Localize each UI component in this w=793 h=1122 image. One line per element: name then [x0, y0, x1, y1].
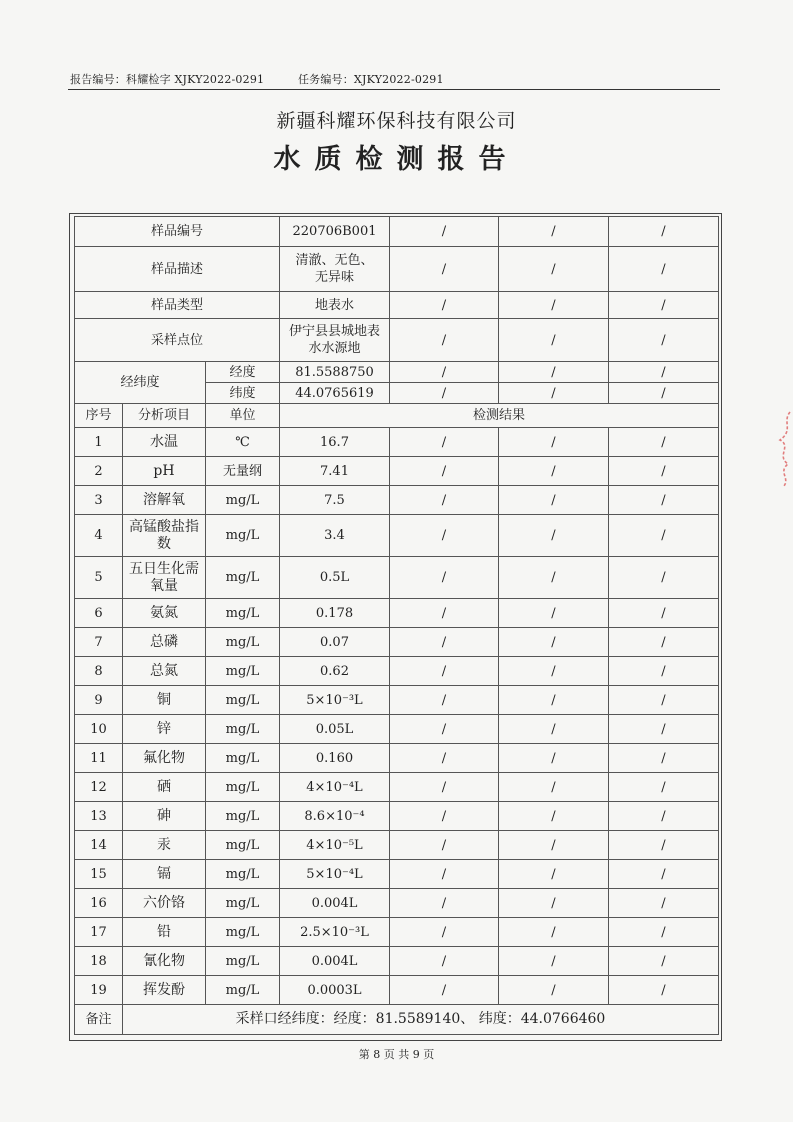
- row-value: /: [390, 860, 499, 889]
- row-unit: mg/L: [206, 515, 280, 557]
- row-seq: 19: [75, 976, 123, 1005]
- row-unit: ℃: [206, 428, 280, 457]
- row-item: 铜: [123, 686, 206, 715]
- report-number: 报告编号：科耀检字 XJKY2022-0291: [70, 73, 265, 86]
- sample-type-row: [75, 292, 719, 319]
- row-value: 0.004L: [280, 947, 390, 976]
- row-value: /: [390, 457, 499, 486]
- row-unit: mg/L: [206, 976, 280, 1005]
- remark-label: 备注: [75, 1005, 123, 1035]
- row-item: 硒: [123, 773, 206, 802]
- row-value: /: [609, 802, 719, 831]
- result-row: [75, 831, 719, 860]
- row-value: /: [390, 918, 499, 947]
- sample-type-label: 样品类型: [75, 292, 280, 319]
- row-seq: 10: [75, 715, 123, 744]
- result-row: [75, 428, 719, 457]
- report-header: [70, 71, 444, 87]
- latitude-value: /: [499, 383, 609, 404]
- col-header-result: 检测结果: [280, 404, 719, 428]
- row-item: 汞: [123, 831, 206, 860]
- remark-row: [75, 1005, 719, 1035]
- latitude-value: /: [609, 383, 719, 404]
- row-value: 0.160: [280, 744, 390, 773]
- row-seq: 16: [75, 889, 123, 918]
- row-value: 5×10⁻³L: [280, 686, 390, 715]
- row-value: /: [499, 976, 609, 1005]
- row-value: /: [609, 831, 719, 860]
- sample-desc-row: [75, 247, 719, 292]
- row-unit: mg/L: [206, 773, 280, 802]
- row-value: /: [609, 515, 719, 557]
- row-value: /: [390, 515, 499, 557]
- coord-label: 经纬度: [75, 362, 206, 404]
- row-value: /: [499, 686, 609, 715]
- sample-type-value: /: [499, 292, 609, 319]
- result-row: [75, 715, 719, 744]
- row-seq: 5: [75, 557, 123, 599]
- row-value: /: [499, 773, 609, 802]
- row-value: /: [609, 947, 719, 976]
- row-value: 0.05L: [280, 715, 390, 744]
- row-value: /: [609, 428, 719, 457]
- sample-site-label: 采样点位: [75, 319, 280, 362]
- column-header-row: [75, 404, 719, 428]
- row-value: /: [609, 657, 719, 686]
- row-seq: 14: [75, 831, 123, 860]
- row-value: /: [390, 557, 499, 599]
- col-header-seq: 序号: [75, 404, 123, 428]
- row-value: /: [390, 773, 499, 802]
- sample-desc-value: /: [390, 247, 499, 292]
- row-value: /: [609, 744, 719, 773]
- sample-type-value: 地表水: [280, 292, 390, 319]
- row-value: /: [499, 599, 609, 628]
- row-value: 0.178: [280, 599, 390, 628]
- row-value: /: [390, 657, 499, 686]
- row-seq: 11: [75, 744, 123, 773]
- longitude-row: [75, 362, 719, 383]
- row-value: /: [390, 599, 499, 628]
- row-value: /: [499, 628, 609, 657]
- row-seq: 7: [75, 628, 123, 657]
- task-number: 任务编号：XJKY2022-0291: [297, 73, 444, 86]
- latitude-value: 44.0765619: [280, 383, 390, 404]
- row-unit: mg/L: [206, 831, 280, 860]
- row-value: /: [390, 486, 499, 515]
- result-row: [75, 457, 719, 486]
- longitude-value: /: [499, 362, 609, 383]
- row-value: 16.7: [280, 428, 390, 457]
- report-title: 水质检测报告: [273, 144, 520, 175]
- row-unit: mg/L: [206, 947, 280, 976]
- result-row: [75, 628, 719, 657]
- row-value: /: [609, 486, 719, 515]
- row-item: 氨氮: [123, 599, 206, 628]
- row-value: 4×10⁻⁵L: [280, 831, 390, 860]
- row-value: /: [390, 947, 499, 976]
- row-seq: 15: [75, 860, 123, 889]
- row-item: 五日生化需氧量: [123, 557, 206, 599]
- result-row: [75, 773, 719, 802]
- row-value: 0.004L: [280, 889, 390, 918]
- row-value: 0.07: [280, 628, 390, 657]
- result-row: [75, 744, 719, 773]
- row-value: 2.5×10⁻³L: [280, 918, 390, 947]
- sample-number-value: /: [609, 217, 719, 247]
- row-value: /: [390, 802, 499, 831]
- row-value: /: [499, 918, 609, 947]
- row-seq: 9: [75, 686, 123, 715]
- row-value: /: [499, 428, 609, 457]
- row-value: 8.6×10⁻⁴: [280, 802, 390, 831]
- row-value: /: [390, 428, 499, 457]
- longitude-value: 81.5588750: [280, 362, 390, 383]
- row-unit: 无量纲: [206, 457, 280, 486]
- result-row: [75, 599, 719, 628]
- sample-site-value: 伊宁县县城地表水水源地: [280, 319, 390, 362]
- row-seq: 2: [75, 457, 123, 486]
- sample-number-value: 220706B001: [280, 217, 390, 247]
- row-value: /: [390, 976, 499, 1005]
- row-unit: mg/L: [206, 802, 280, 831]
- sample-type-value: /: [390, 292, 499, 319]
- result-row: [75, 486, 719, 515]
- col-header-unit: 单位: [206, 404, 280, 428]
- row-value: /: [609, 599, 719, 628]
- result-row: [75, 918, 719, 947]
- result-row: [75, 802, 719, 831]
- row-item: 锌: [123, 715, 206, 744]
- sample-number-value: /: [390, 217, 499, 247]
- row-seq: 6: [75, 599, 123, 628]
- row-unit: mg/L: [206, 686, 280, 715]
- stamp-fragment-icon: [768, 408, 793, 488]
- row-unit: mg/L: [206, 918, 280, 947]
- row-item: 水温: [123, 428, 206, 457]
- row-seq: 18: [75, 947, 123, 976]
- sample-site-value: /: [609, 319, 719, 362]
- sample-number-row: [75, 217, 719, 247]
- sample-desc-value: 清澈、无色、无异味: [280, 247, 390, 292]
- sample-desc-value: /: [499, 247, 609, 292]
- company-name: 新疆科耀环保科技有限公司: [276, 110, 517, 132]
- result-row: [75, 976, 719, 1005]
- row-item: 溶解氧: [123, 486, 206, 515]
- row-value: /: [390, 831, 499, 860]
- sample-type-value: /: [609, 292, 719, 319]
- sample-site-row: [75, 319, 719, 362]
- row-value: 0.62: [280, 657, 390, 686]
- row-value: /: [390, 715, 499, 744]
- result-row: [75, 947, 719, 976]
- row-value: /: [609, 557, 719, 599]
- row-item: 总磷: [123, 628, 206, 657]
- row-value: /: [499, 457, 609, 486]
- row-value: /: [609, 686, 719, 715]
- sample-site-value: /: [390, 319, 499, 362]
- result-row: [75, 860, 719, 889]
- row-seq: 1: [75, 428, 123, 457]
- row-value: /: [499, 657, 609, 686]
- row-value: 0.0003L: [280, 976, 390, 1005]
- row-value: 5×10⁻⁴L: [280, 860, 390, 889]
- row-value: /: [609, 715, 719, 744]
- sample-number-value: /: [499, 217, 609, 247]
- longitude-label: 经度: [206, 362, 280, 383]
- row-unit: mg/L: [206, 889, 280, 918]
- row-value: /: [499, 831, 609, 860]
- row-item: 六价铬: [123, 889, 206, 918]
- row-unit: mg/L: [206, 860, 280, 889]
- row-unit: mg/L: [206, 715, 280, 744]
- result-row: [75, 557, 719, 599]
- row-item: 氟化物: [123, 744, 206, 773]
- remark-text: 采样口经纬度：经度：81.5589140、 纬度：44.0766460: [123, 1005, 719, 1035]
- page-footer: 第 8 页 共 9 页: [358, 1048, 435, 1061]
- row-value: /: [499, 486, 609, 515]
- row-seq: 13: [75, 802, 123, 831]
- row-unit: mg/L: [206, 557, 280, 599]
- latitude-value: /: [390, 383, 499, 404]
- row-seq: 8: [75, 657, 123, 686]
- latitude-label: 纬度: [206, 383, 280, 404]
- row-item: 总氮: [123, 657, 206, 686]
- row-value: /: [390, 744, 499, 773]
- row-value: /: [609, 628, 719, 657]
- row-item: 氰化物: [123, 947, 206, 976]
- results-table: [74, 216, 719, 1035]
- row-value: /: [609, 889, 719, 918]
- row-value: 3.4: [280, 515, 390, 557]
- row-seq: 12: [75, 773, 123, 802]
- row-unit: mg/L: [206, 628, 280, 657]
- row-seq: 3: [75, 486, 123, 515]
- result-row: [75, 889, 719, 918]
- result-row: [75, 515, 719, 557]
- longitude-value: /: [390, 362, 499, 383]
- longitude-value: /: [609, 362, 719, 383]
- row-value: 7.41: [280, 457, 390, 486]
- row-value: /: [390, 686, 499, 715]
- row-seq: 17: [75, 918, 123, 947]
- row-value: /: [499, 860, 609, 889]
- row-value: /: [390, 889, 499, 918]
- sample-site-value: /: [499, 319, 609, 362]
- row-value: /: [609, 860, 719, 889]
- row-value: /: [499, 715, 609, 744]
- header-divider: [68, 89, 720, 90]
- row-value: 0.5L: [280, 557, 390, 599]
- row-unit: mg/L: [206, 486, 280, 515]
- row-value: /: [609, 457, 719, 486]
- row-value: /: [609, 918, 719, 947]
- col-header-item: 分析项目: [123, 404, 206, 428]
- row-value: /: [499, 947, 609, 976]
- result-row: [75, 686, 719, 715]
- row-item: 高锰酸盐指数: [123, 515, 206, 557]
- row-value: /: [390, 628, 499, 657]
- row-value: /: [499, 515, 609, 557]
- row-item: 砷: [123, 802, 206, 831]
- row-item: 铅: [123, 918, 206, 947]
- row-value: /: [609, 773, 719, 802]
- result-row: [75, 657, 719, 686]
- row-value: /: [499, 557, 609, 599]
- sample-desc-value: /: [609, 247, 719, 292]
- row-value: /: [499, 802, 609, 831]
- sample-number-label: 样品编号: [75, 217, 280, 247]
- row-unit: mg/L: [206, 657, 280, 686]
- row-value: /: [499, 744, 609, 773]
- row-seq: 4: [75, 515, 123, 557]
- row-value: /: [499, 889, 609, 918]
- row-item: 挥发酚: [123, 976, 206, 1005]
- sample-desc-label: 样品描述: [75, 247, 280, 292]
- row-item: 镉: [123, 860, 206, 889]
- row-value: 4×10⁻⁴L: [280, 773, 390, 802]
- row-unit: mg/L: [206, 744, 280, 773]
- row-value: /: [609, 976, 719, 1005]
- row-item: pH: [123, 457, 206, 486]
- row-unit: mg/L: [206, 599, 280, 628]
- row-value: 7.5: [280, 486, 390, 515]
